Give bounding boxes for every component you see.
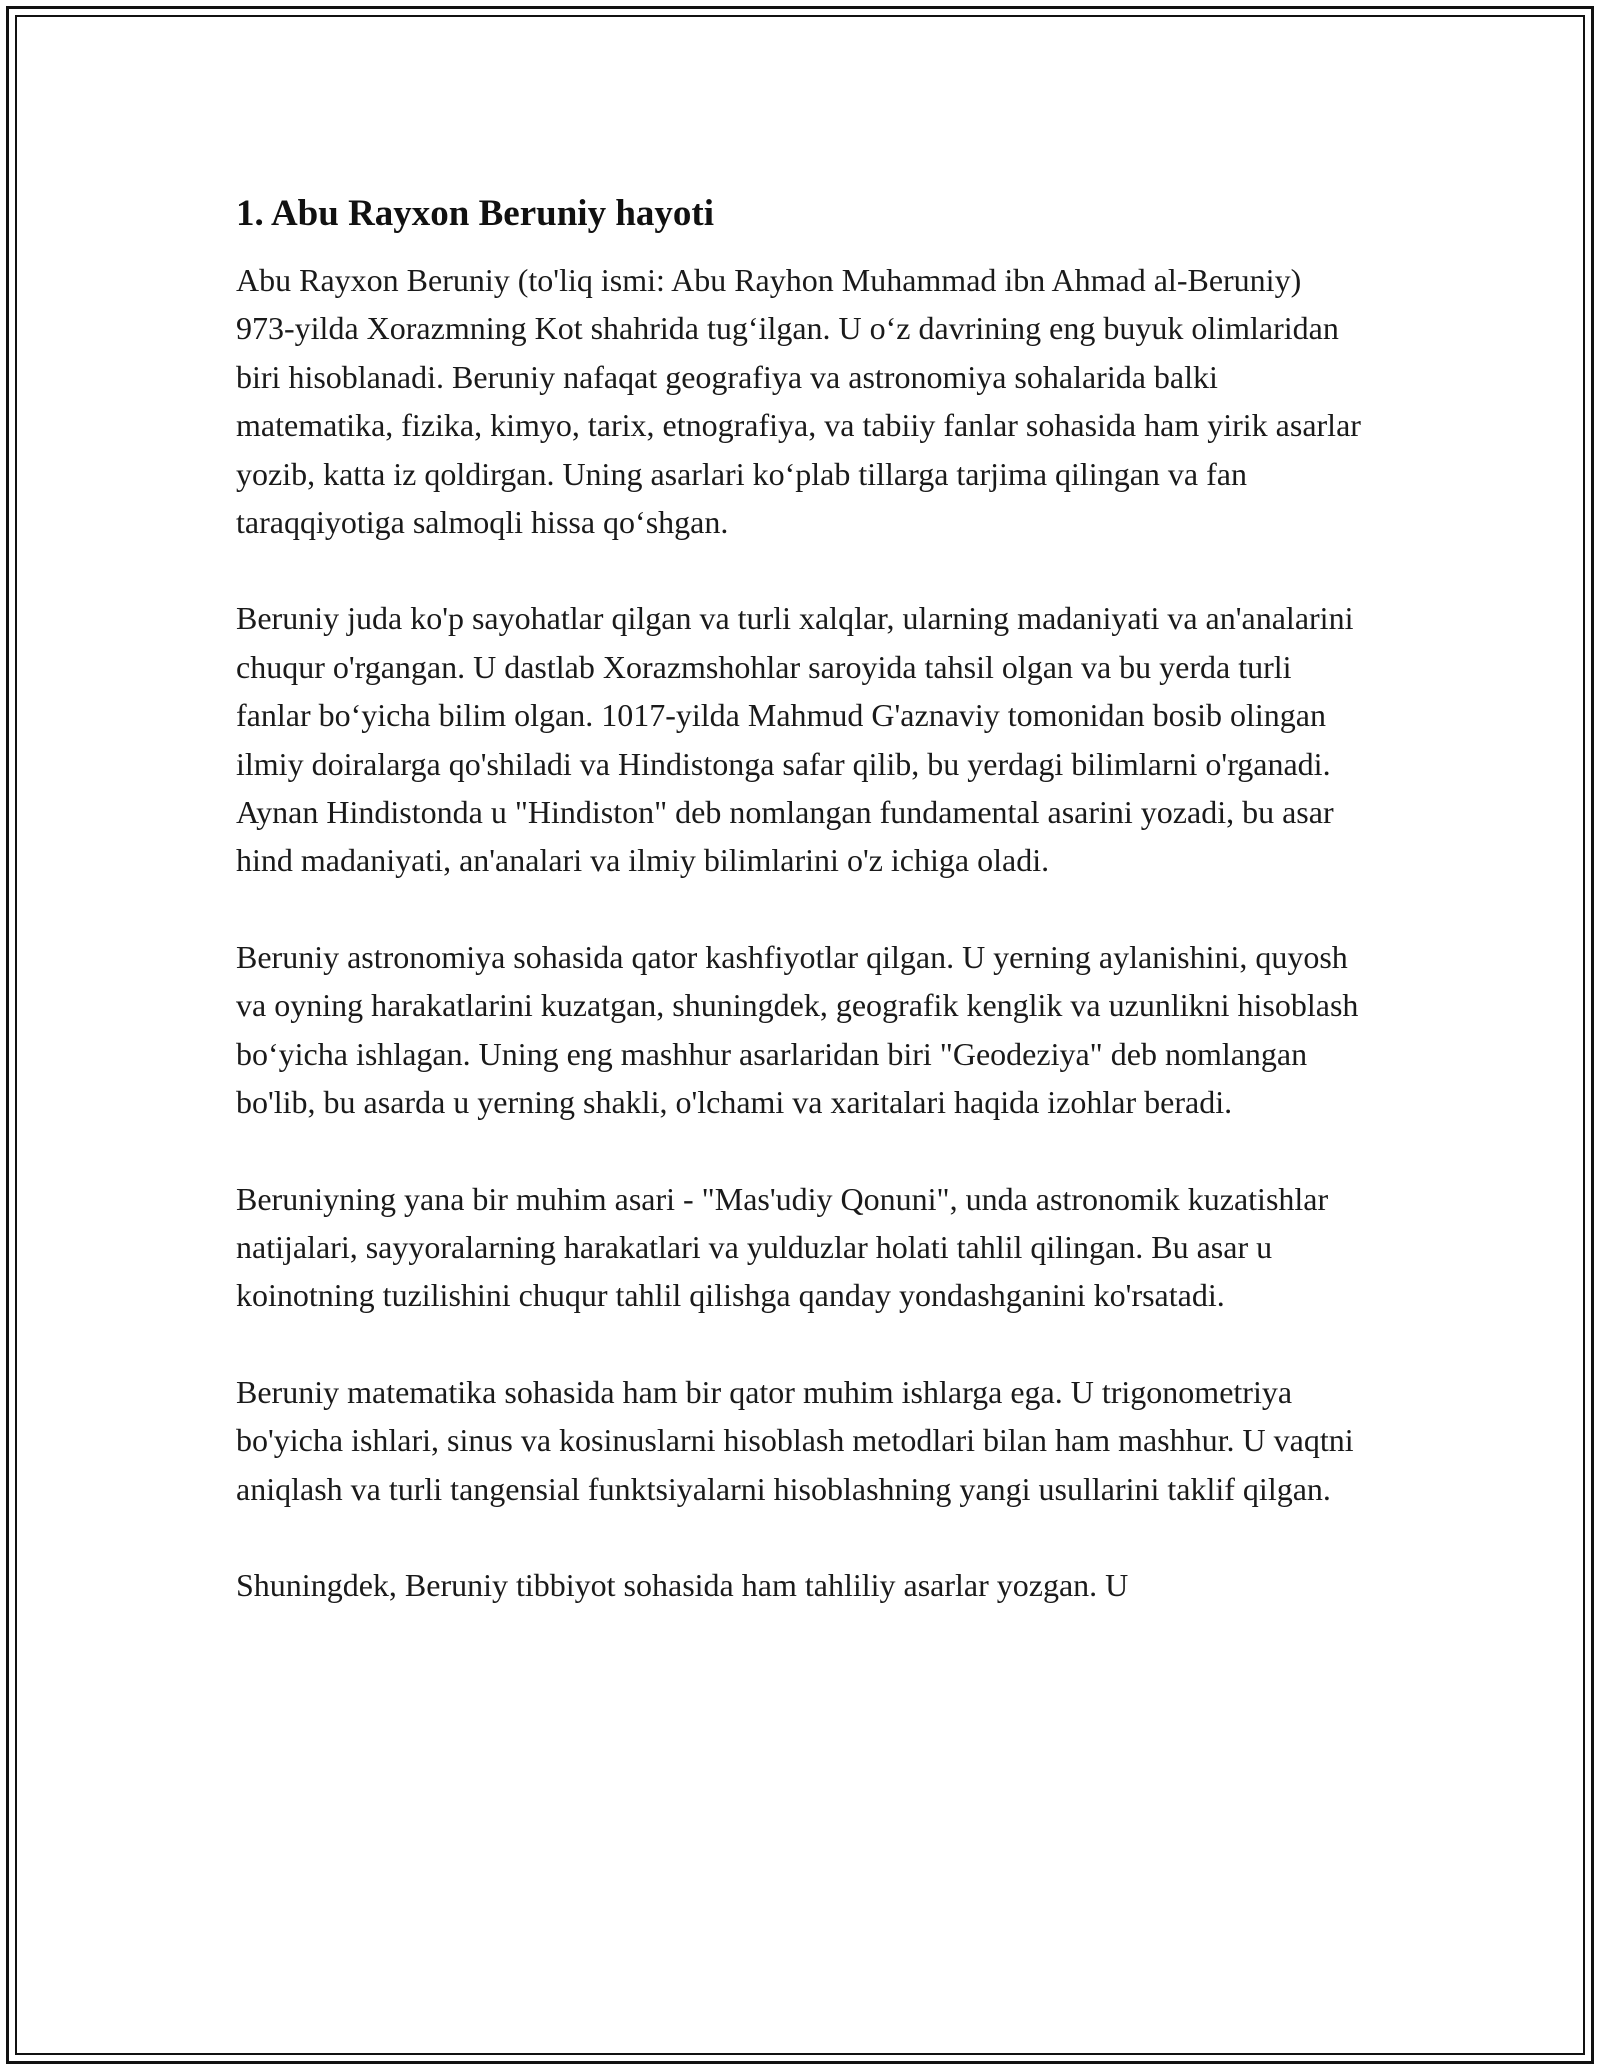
paragraph-masudiy-qonuni: Beruniyning yana bir muhim asari - "Mas'udiy Qonuni", unda astronomik kuzatishlar natijalari, sayyoralarning harakatlari va yulduzlar holati tahlil qilingan. Bu asar u koinotning tuzilishini chuqur tahlil qilishga qanday yondashganini ko'rsatadi. [236, 1180, 1329, 1314]
document-body [236, 186, 1366, 1657]
paragraph-mathematics: Beruniy matematika sohasida ham bir qator muhim ishlarga ega. U trigonometriya bo'yicha ishlari, sinus va kosinuslarni hisoblash metodlari bilan ham mashhur. U vaqtni aniqlash va turli tangensial funktsiyalarni hisoblashning yangi usullarini taklif qilgan. [236, 1373, 1354, 1507]
section-heading: 1. Abu Rayxon Beruniy hayoti [236, 193, 715, 234]
paragraph-biography: Abu Rayxon Beruniy (to'liq ismi: Abu Rayhon Muhammad ibn Ahmad al-Beruniy) 973-yilda Xorazmning Kot shahrida tug‘ilgan. U o‘z davrining eng buyuk olimlaridan biri hisoblanadi. Beruniy nafaqat geografiya va astronomiya sohalarida balki matematika, fizika, kimyo, tarix, etnografiya, va tabiiy fanlar sohasida ham yirik asarlar yozib, katta iz qoldirgan. Uning asarlari ko‘plab tillarga tarjima qilingan va fan taraqqiyotiga salmoqli hissa qo‘shgan. [236, 262, 1361, 541]
paragraph-medicine: Shuningdek, Beruniy tibbiyot sohasida ham tahliliy asarlar yozgan. U [236, 1566, 1129, 1603]
paragraph-travels: Beruniy juda ko'p sayohatlar qilgan va turli xalqlar, ularning madaniyati va an'analarini chuqur o'rgangan. U dastlab Xorazmshohlar saroyida tahsil olgan va bu yerda turli fanlar bo‘yicha bilim olgan. 1017-yilda Mahmud G'aznaviy tomonidan bosib olingan ilmiy doiralarga qo'shiladi va Hindistonga safar qilib, bu yerdagi bilimlarni o'rganadi. Aynan Hindistonda u "Hindiston" deb nomlangan fundamental asarini yozadi, bu asar hind madaniyati, an'analari va ilmiy bilimlarini o'z ichiga oladi. [236, 600, 1354, 879]
paragraph-astronomy: Beruniy astronomiya sohasida qator kashfiyotlar qilgan. U yerning aylanishini, quyosh va oyning harakatlarini kuzatgan, shuningdek, geografik kenglik va uzunlikni hisoblash bo‘yicha ishlagan. Uning eng mashhur asarlaridan biri "Geodeziya" deb nomlangan bo'lib, bu asarda u yerning shakli, o'lchami va xaritalari haqida izohlar beradi. [236, 938, 1359, 1121]
